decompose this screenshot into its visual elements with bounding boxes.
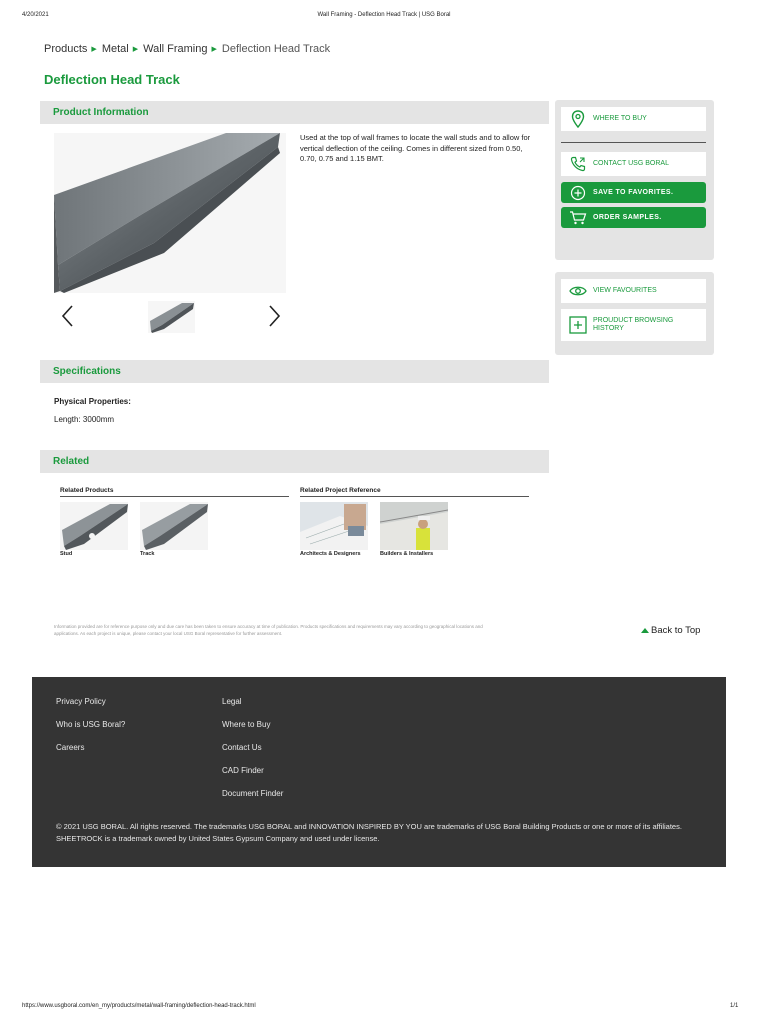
order-samples-button[interactable] <box>561 207 706 228</box>
chevron-right-icon: ▶ <box>91 46 97 53</box>
disclaimer-text: Information provided are for reference purpose only and due care has been taken to ensure accuracy at time of publication. Products specifications and requirements may vary according to geographical locations and applications. As each project is unique, please contact your local USG Boral representative for further assessment. <box>54 624 483 636</box>
where-to-buy-button[interactable] <box>561 107 706 131</box>
footer-link-privacy-policy[interactable]: Privacy Policy <box>56 697 106 706</box>
arrow-up-icon <box>641 628 649 633</box>
footer-link-contact-us[interactable]: Contact Us <box>222 743 262 752</box>
divider <box>300 496 529 497</box>
footer-link-where-to-buy[interactable]: Where to Buy <box>222 720 271 729</box>
contact-usg-boral-button[interactable] <box>561 152 706 176</box>
physical-properties-label: Physical Properties: <box>54 397 131 406</box>
side-actions-panel <box>555 100 714 260</box>
order-samples-label: ORDER SAMPLES. <box>593 213 662 221</box>
footer-link-legal[interactable]: Legal <box>222 697 242 706</box>
print-url: https://www.usgboral.com/en_my/products/metal/wall-framing/deflection-head-track.html <box>22 1003 256 1009</box>
view-favourites-button[interactable] <box>561 279 706 303</box>
eye-icon <box>567 282 589 300</box>
view-favourites-label: VIEW FAVOURITES <box>593 287 657 294</box>
section-title: Specifications <box>53 366 121 377</box>
section-title: Product Information <box>53 107 149 118</box>
page-title: Deflection Head Track <box>44 72 180 87</box>
section-title: Related <box>53 456 90 467</box>
length-value: Length: 3000mm <box>54 415 115 424</box>
breadcrumb <box>44 43 330 55</box>
product-browsing-history-button[interactable] <box>561 309 706 341</box>
related-project-builders-label[interactable]: Builders & Installers <box>380 551 434 557</box>
plus-circle-icon <box>567 184 589 202</box>
related-product-stud-label[interactable]: Stud <box>60 551 73 557</box>
footer-link-document-finder[interactable]: Document Finder <box>222 789 284 798</box>
related-products-heading: Related Products <box>60 487 114 494</box>
specifications-header <box>40 360 549 383</box>
divider <box>561 142 706 143</box>
save-to-favorites-label: SAVE TO FAVORITES. <box>593 188 674 196</box>
divider <box>60 496 289 497</box>
copyright-text: © 2021 USG BORAL. All rights reserved. The trademarks USG BORAL and INNOVATION INSPIRED BY YOU are trademarks of USG Boral Building Products or one or more of its affiliates. SHEETROCK is a trademark owned by United States Gypsum Company and used under license. <box>56 822 682 843</box>
related-product-track-image[interactable] <box>140 502 208 550</box>
print-date: 4/20/2021 <box>22 12 49 18</box>
breadcrumb-metal[interactable]: Metal <box>101 43 129 55</box>
site-footer <box>32 677 726 867</box>
save-to-favorites-button[interactable] <box>561 182 706 203</box>
related-header <box>40 450 549 473</box>
contact-label: CONTACT USG BORAL <box>593 160 669 167</box>
related-projects-heading: Related Project Reference <box>300 487 381 494</box>
cart-icon <box>567 209 589 227</box>
carousel-prev-button[interactable] <box>60 304 76 328</box>
product-image <box>54 133 286 293</box>
back-to-top-link[interactable] <box>641 625 700 636</box>
back-to-top-label: Back to Top <box>651 625 701 636</box>
print-title: Wall Framing - Deflection Head Track | USG Boral <box>317 12 451 18</box>
side-history-panel <box>555 272 714 355</box>
related-project-architects-label[interactable]: Architects & Designers <box>300 551 361 557</box>
phone-icon <box>567 155 589 173</box>
footer-link-careers[interactable]: Careers <box>56 743 85 752</box>
chevron-right-icon: ▶ <box>211 46 217 53</box>
breadcrumb-products[interactable]: Products <box>44 43 88 55</box>
footer-link-cad-finder[interactable]: CAD Finder <box>222 766 264 775</box>
where-to-buy-label: WHERE TO BUY <box>593 115 647 122</box>
location-pin-icon <box>567 110 589 128</box>
breadcrumb-current: Deflection Head Track <box>221 43 331 55</box>
product-description: Used at the top of wall frames to locate the wall studs and to allow for vertical deflection of the ceiling. Comes in different sized from 0.50, 0.70, 0.75 and 1.15 BMT. <box>300 133 531 163</box>
footer-link-who-is-usg-boral[interactable]: Who is USG Boral? <box>56 720 126 729</box>
product-thumbnail[interactable] <box>148 301 195 333</box>
related-product-track-label[interactable]: Track <box>140 551 155 557</box>
plus-square-icon <box>567 316 589 334</box>
print-page-number: 1/1 <box>730 1003 739 1009</box>
product-browsing-history-label: PROUDUCT BROWSING HISTORY <box>593 317 674 332</box>
chevron-right-icon: ▶ <box>132 46 139 53</box>
breadcrumb-wall-framing[interactable]: Wall Framing <box>143 43 208 55</box>
related-product-stud-image[interactable] <box>60 502 128 550</box>
product-information-header <box>40 101 549 124</box>
related-project-builders-image[interactable] <box>380 502 448 550</box>
related-project-architects-image[interactable] <box>300 502 368 550</box>
carousel-next-button[interactable] <box>266 304 282 328</box>
